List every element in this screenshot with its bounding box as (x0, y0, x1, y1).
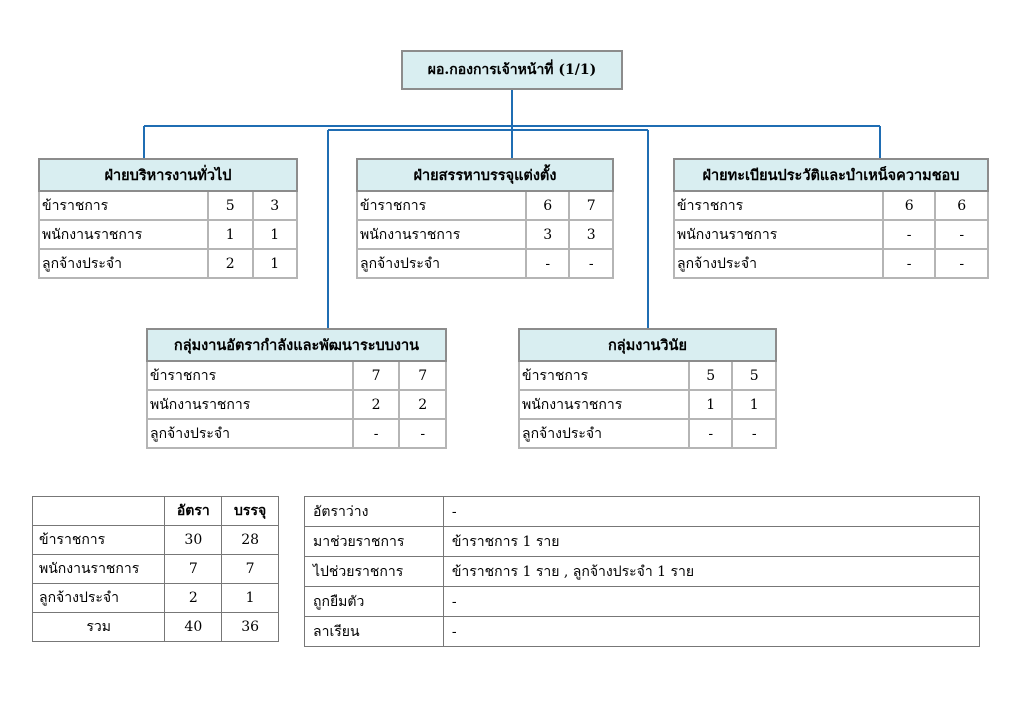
summary-label: ลูกจ้างประจำ (33, 584, 165, 613)
status-row (305, 587, 980, 617)
row-filled: - (732, 419, 776, 448)
row-rate: 3 (526, 220, 569, 249)
summary-total-rate: 40 (165, 613, 222, 642)
row-filled: 1 (732, 390, 776, 419)
summary-total-row (33, 613, 279, 642)
status-row (305, 497, 980, 527)
status-label: อัตราว่าง (305, 497, 444, 527)
status-value: - (443, 497, 979, 527)
unit-table-general-admin (38, 158, 298, 279)
status-value: ข้าราชการ 1 ราย (443, 527, 979, 557)
unit-row (519, 390, 776, 419)
status-row (305, 617, 980, 647)
summary-header-empty (33, 497, 165, 526)
row-filled: - (935, 220, 988, 249)
row-rate: 7 (353, 361, 400, 390)
row-label: พนักงานราชการ (357, 220, 526, 249)
row-label: ข้าราชการ (519, 361, 689, 390)
row-filled: 3 (569, 220, 613, 249)
status-label: ถูกยืมตัว (305, 587, 444, 617)
row-filled: 3 (253, 191, 298, 220)
row-filled: - (399, 419, 446, 448)
row-rate: 5 (689, 361, 733, 390)
summary-total-label: รวม (33, 613, 165, 642)
row-rate: - (883, 220, 936, 249)
unit-table-discipline (518, 328, 777, 449)
summary-filled: 7 (222, 555, 279, 584)
unit-row (39, 220, 297, 249)
row-label: พนักงานราชการ (147, 390, 353, 419)
unit-header: กลุ่มงานอัตรากำลังและพัฒนาระบบงาน (147, 329, 446, 361)
row-label: ลูกจ้างประจำ (357, 249, 526, 278)
row-label: ข้าราชการ (147, 361, 353, 390)
unit-header: ฝ่ายบริหารงานทั่วไป (39, 159, 297, 191)
row-label: ข้าราชการ (39, 191, 208, 220)
unit-row (674, 249, 988, 278)
unit-header: กลุ่มงานวินัย (519, 329, 776, 361)
summary-label: พนักงานราชการ (33, 555, 165, 584)
row-rate: 1 (689, 390, 733, 419)
status-label: ลาเรียน (305, 617, 444, 647)
summary-rate: 30 (165, 526, 222, 555)
row-rate: - (883, 249, 936, 278)
status-value: - (443, 587, 979, 617)
row-rate: 6 (526, 191, 569, 220)
row-filled: 5 (732, 361, 776, 390)
row-rate: 2 (353, 390, 400, 419)
status-table (304, 496, 980, 647)
row-rate: 6 (883, 191, 936, 220)
row-filled: - (569, 249, 613, 278)
row-label: ลูกจ้างประจำ (674, 249, 883, 278)
summary-total-filled: 36 (222, 613, 279, 642)
unit-row (674, 191, 988, 220)
status-row (305, 557, 980, 587)
summary-filled: 28 (222, 526, 279, 555)
summary-row (33, 555, 279, 584)
unit-row (39, 191, 297, 220)
row-label: พนักงานราชการ (39, 220, 208, 249)
unit-header: ฝ่ายสรรหาบรรจุแต่งตั้ง (357, 159, 613, 191)
row-label: พนักงานราชการ (519, 390, 689, 419)
row-rate: 2 (208, 249, 252, 278)
root-box-director (401, 50, 623, 90)
unit-row (357, 220, 613, 249)
row-label: ลูกจ้างประจำ (39, 249, 208, 278)
row-label: ข้าราชการ (357, 191, 526, 220)
status-label: มาช่วยราชการ (305, 527, 444, 557)
root-title: ผอ.กองการเจ้าหน้าที่ (1/1) (427, 62, 597, 78)
row-label: พนักงานราชการ (674, 220, 883, 249)
row-rate: 1 (208, 220, 252, 249)
row-label: ลูกจ้างประจำ (147, 419, 353, 448)
summary-table (32, 496, 279, 642)
unit-table-workforce-planning (146, 328, 447, 449)
unit-row (357, 249, 613, 278)
row-filled: 1 (253, 249, 298, 278)
summary-row (33, 526, 279, 555)
summary-header-filled: บรรจุ (222, 497, 279, 526)
status-row (305, 527, 980, 557)
row-rate: - (353, 419, 400, 448)
unit-row (519, 361, 776, 390)
summary-row (33, 584, 279, 613)
row-rate: 5 (208, 191, 252, 220)
unit-row (147, 419, 446, 448)
row-filled: 2 (399, 390, 446, 419)
summary-rate: 2 (165, 584, 222, 613)
row-filled: 7 (569, 191, 613, 220)
unit-header: ฝ่ายทะเบียนประวัติและบำเหน็จความชอบ (674, 159, 988, 191)
unit-row (147, 361, 446, 390)
row-filled: 6 (935, 191, 988, 220)
unit-row (674, 220, 988, 249)
unit-table-registry (673, 158, 989, 279)
summary-rate: 7 (165, 555, 222, 584)
status-value: ข้าราชการ 1 ราย , ลูกจ้างประจำ 1 ราย (443, 557, 979, 587)
status-value: - (443, 617, 979, 647)
unit-table-recruitment (356, 158, 614, 279)
summary-header-rate: อัตรา (165, 497, 222, 526)
summary-filled: 1 (222, 584, 279, 613)
unit-row (39, 249, 297, 278)
unit-row (357, 191, 613, 220)
row-filled: - (935, 249, 988, 278)
status-label: ไปช่วยราชการ (305, 557, 444, 587)
unit-row (147, 390, 446, 419)
row-rate: - (689, 419, 733, 448)
summary-label: ข้าราชการ (33, 526, 165, 555)
row-filled: 7 (399, 361, 446, 390)
unit-row (519, 419, 776, 448)
row-label: ลูกจ้างประจำ (519, 419, 689, 448)
row-filled: 1 (253, 220, 298, 249)
row-label: ข้าราชการ (674, 191, 883, 220)
row-rate: - (526, 249, 569, 278)
